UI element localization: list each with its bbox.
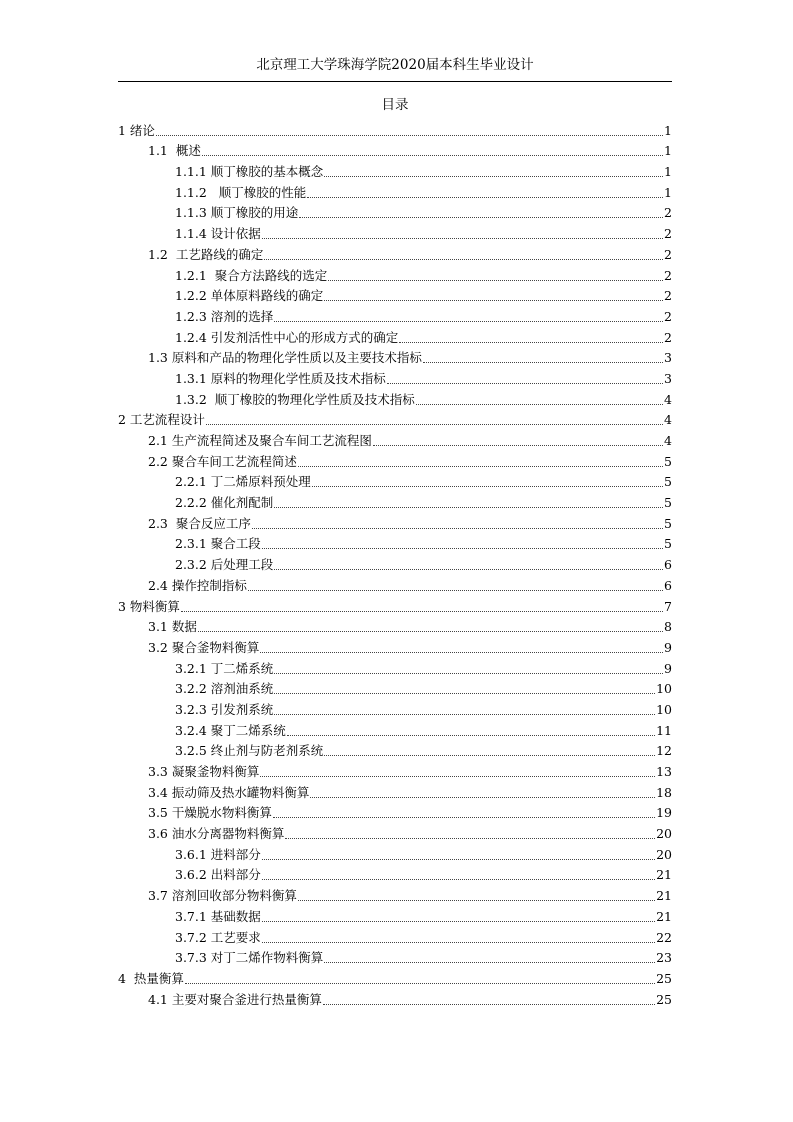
toc-entry-label: 3.2.4 聚丁二烯系统 <box>175 722 286 738</box>
toc-dot-leader <box>202 155 663 156</box>
toc-page-number: 4 <box>664 391 672 407</box>
toc-entry[interactable] <box>118 801 672 822</box>
toc-entry-label: 1.3 原料和产品的物理化学性质以及主要技术指标 <box>148 350 422 366</box>
toc-page-number: 1 <box>664 143 672 159</box>
toc-page-number: 3 <box>664 370 672 386</box>
toc-entry-label: 3.7.3 对丁二烯作物料衡算 <box>175 950 324 966</box>
toc-dot-leader <box>260 652 663 653</box>
toc-page-number: 2 <box>664 267 672 283</box>
toc-dot-leader <box>324 962 655 963</box>
toc-entry-label: 1.2.4 引发剂活性中心的形成方式的确定 <box>175 329 399 345</box>
toc-page-number: 13 <box>656 764 672 779</box>
toc-entry[interactable] <box>118 656 672 677</box>
toc-page-number: 5 <box>664 536 672 552</box>
toc-page-number: 10 <box>656 681 672 697</box>
toc-page-number: 20 <box>656 846 672 862</box>
toc-dot-leader <box>262 942 655 943</box>
toc-dot-leader <box>399 342 663 343</box>
toc-dot-leader <box>274 321 663 322</box>
toc-dot-leader <box>287 735 655 736</box>
toc-entry[interactable] <box>118 408 672 429</box>
toc-entry-label: 2 工艺流程设计 <box>118 412 205 428</box>
toc-entry[interactable] <box>118 573 672 594</box>
toc-dot-leader <box>206 424 663 425</box>
toc-entry[interactable] <box>118 925 672 946</box>
toc-dot-leader <box>156 135 663 136</box>
toc-entry-label: 3.6.1 进料部分 <box>175 846 261 862</box>
toc-page-number: 25 <box>656 991 672 1007</box>
toc-entry[interactable] <box>118 470 672 491</box>
toc-dot-leader <box>323 1004 655 1005</box>
toc-entry-label: 2.4 操作控制指标 <box>148 577 247 593</box>
toc-dot-leader <box>373 445 663 446</box>
toc-entry-label: 4.1 主要对聚合釜进行热量衡算 <box>148 991 322 1007</box>
toc-page-number: 3 <box>664 350 672 366</box>
toc-dot-leader <box>416 404 663 405</box>
toc-entry[interactable] <box>118 201 672 222</box>
toc-entry-label: 2.2 聚合车间工艺流程简述 <box>148 453 297 469</box>
toc-entry-label: 3 物料衡算 <box>118 598 180 614</box>
toc-entry-label: 2.3.1 聚合工段 <box>175 536 261 552</box>
toc-dot-leader <box>274 714 655 715</box>
toc-entry[interactable] <box>118 325 672 346</box>
header-divider <box>118 81 672 82</box>
toc-entry-label: 2.3.2 后处理工段 <box>175 557 274 573</box>
toc-page-number: 8 <box>664 619 672 635</box>
toc-entry-label: 3.1 数据 <box>148 619 197 635</box>
toc-entry-label: 3.6.2 出料部分 <box>175 867 261 883</box>
toc-page-number: 21 <box>656 908 672 924</box>
toc-page-number: 9 <box>664 639 672 655</box>
toc-dot-leader <box>299 217 663 218</box>
toc-entry-label: 2.3 聚合反应工序 <box>148 515 251 531</box>
toc-entry[interactable] <box>118 883 672 904</box>
toc-entry-label: 2.1 生产流程简述及聚合车间工艺流程图 <box>148 433 372 448</box>
toc-entry[interactable] <box>118 697 672 718</box>
toc-entry[interactable] <box>118 304 672 325</box>
toc-dot-leader <box>262 879 655 880</box>
toc-entry[interactable] <box>118 511 672 532</box>
toc-entry-label: 3.2 聚合釜物料衡算 <box>148 639 260 655</box>
toc-page-number: 2 <box>664 226 672 242</box>
toc-dot-leader <box>181 611 663 612</box>
toc-dot-leader <box>423 362 663 363</box>
toc-dot-leader <box>274 507 663 508</box>
toc-page-number: 21 <box>656 888 672 904</box>
toc-entry-label: 3.2.3 引发剂系统 <box>175 701 274 717</box>
toc-entry[interactable] <box>118 221 672 242</box>
toc-entry[interactable] <box>118 863 672 884</box>
toc-page-number: 25 <box>656 970 672 986</box>
toc-entry[interactable] <box>118 490 672 511</box>
toc-dot-leader <box>285 838 655 839</box>
toc-dot-leader <box>312 486 663 487</box>
toc-entry-label: 3.5 干燥脱水物料衡算 <box>148 805 272 821</box>
toc-entry-label: 3.2.5 终止剂与防老剂系统 <box>175 743 324 759</box>
toc-entry[interactable] <box>118 739 672 760</box>
toc-entry-label: 1.1.1 顺丁橡胶的基本概念 <box>175 164 324 180</box>
toc-page-number: 20 <box>656 826 672 842</box>
toc-entry[interactable] <box>118 139 672 160</box>
toc-dot-leader <box>298 900 655 901</box>
toc-entry-label: 4 热量衡算 <box>118 970 184 986</box>
toc-dot-leader <box>298 466 663 467</box>
toc-entry-label: 2.2.1 丁二烯原料预处理 <box>175 474 311 490</box>
toc-page-number: 7 <box>664 598 672 614</box>
toc-title: 目录 <box>381 97 409 113</box>
toc-page-number: 2 <box>664 205 672 221</box>
toc-entry[interactable] <box>118 946 672 967</box>
toc-page-number: 5 <box>664 495 672 511</box>
toc-page-number: 1 <box>664 122 672 138</box>
toc-entry[interactable] <box>118 118 672 139</box>
toc-page-number: 22 <box>656 929 672 945</box>
toc-dot-leader <box>260 776 655 777</box>
toc-entry-label: 3.7 溶剂回收部分物料衡算 <box>148 888 297 904</box>
page-header: 北京理工大学珠海学院2020届本科生毕业设计 <box>256 57 534 73</box>
toc-entry[interactable] <box>118 594 672 615</box>
toc-entry-label: 3.6 油水分离器物料衡算 <box>148 826 285 842</box>
toc-page-number: 5 <box>664 515 672 531</box>
toc-entry-label: 3.3 凝聚釜物料衡算 <box>148 764 260 779</box>
toc-entry-label: 1.2.2 单体原料路线的确定 <box>175 288 324 304</box>
table-of-contents <box>118 118 672 1008</box>
toc-entry[interactable] <box>118 677 672 698</box>
toc-page-number: 2 <box>664 308 672 324</box>
toc-dot-leader <box>387 383 663 384</box>
toc-dot-leader <box>262 548 663 549</box>
toc-page-number: 2 <box>664 246 672 262</box>
toc-dot-leader <box>262 859 655 860</box>
toc-dot-leader <box>198 631 663 632</box>
toc-dot-leader <box>185 983 655 984</box>
toc-entry-label: 1 绪论 <box>118 122 155 138</box>
toc-entry[interactable] <box>118 966 672 987</box>
toc-page-number: 10 <box>656 701 672 717</box>
toc-entry[interactable] <box>118 987 672 1008</box>
toc-entry[interactable] <box>118 842 672 863</box>
toc-page-number: 5 <box>664 453 672 469</box>
toc-page-number: 6 <box>664 577 672 593</box>
toc-entry[interactable] <box>118 615 672 636</box>
toc-page-number: 21 <box>656 867 672 883</box>
toc-page-number: 19 <box>656 805 672 821</box>
toc-entry[interactable] <box>118 159 672 180</box>
toc-dot-leader <box>274 673 663 674</box>
toc-entry-label: 3.2.2 溶剂油系统 <box>175 681 274 697</box>
toc-entry-label: 3.7.1 基础数据 <box>175 908 261 924</box>
toc-page-number: 1 <box>664 164 672 180</box>
toc-entry[interactable] <box>118 242 672 263</box>
toc-page-number: 9 <box>664 660 672 676</box>
toc-entry[interactable] <box>118 718 672 739</box>
toc-entry-label: 1.1.4 设计依据 <box>175 226 261 242</box>
toc-page-number: 2 <box>664 288 672 304</box>
toc-entry-label: 1.2.1 聚合方法路线的选定 <box>175 267 328 283</box>
toc-dot-leader <box>324 176 663 177</box>
toc-dot-leader <box>310 797 655 798</box>
toc-entry-label: 1.2 工艺路线的确定 <box>148 246 264 262</box>
toc-entry[interactable] <box>118 821 672 842</box>
toc-entry-label: 1.3.1 原料的物理化学性质及技术指标 <box>175 370 386 386</box>
toc-page-number: 23 <box>656 950 672 966</box>
toc-dot-leader <box>252 528 663 529</box>
toc-entry-label: 3.4 振动筛及热水罐物料衡算 <box>148 784 310 800</box>
toc-entry[interactable] <box>118 904 672 925</box>
toc-entry-label: 1.1.3 顺丁橡胶的用途 <box>175 205 299 221</box>
toc-entry[interactable] <box>118 428 672 449</box>
toc-entry[interactable] <box>118 780 672 801</box>
toc-entry[interactable] <box>118 366 672 387</box>
toc-entry[interactable] <box>118 449 672 470</box>
toc-dot-leader <box>248 590 663 591</box>
toc-dot-leader <box>274 693 655 694</box>
toc-dot-leader <box>273 817 655 818</box>
toc-entry-label: 3.2.1 丁二烯系统 <box>175 660 274 676</box>
toc-entry[interactable] <box>118 180 672 201</box>
toc-entry-label: 2.2.2 催化剂配制 <box>175 495 274 511</box>
toc-entry[interactable] <box>118 552 672 573</box>
toc-page-number: 11 <box>656 722 672 738</box>
toc-entry[interactable] <box>118 387 672 408</box>
toc-page-number: 6 <box>664 557 672 573</box>
toc-entry-label: 1.3.2 顺丁橡胶的物理化学性质及技术指标 <box>175 391 415 407</box>
toc-dot-leader <box>328 280 663 281</box>
toc-dot-leader <box>324 300 663 301</box>
toc-entry-label: 1.1.2 顺丁橡胶的性能 <box>175 184 307 200</box>
toc-dot-leader <box>262 238 663 239</box>
toc-entry[interactable] <box>118 284 672 305</box>
toc-dot-leader <box>324 755 655 756</box>
toc-entry-label: 3.7.2 工艺要求 <box>175 929 261 945</box>
toc-page-number: 1 <box>664 184 672 200</box>
toc-dot-leader <box>307 197 663 198</box>
toc-dot-leader <box>264 259 663 260</box>
toc-page-number: 5 <box>664 474 672 490</box>
toc-dot-leader <box>274 569 663 570</box>
toc-entry[interactable] <box>118 759 672 780</box>
toc-entry[interactable] <box>118 635 672 656</box>
toc-entry-label: 1.2.3 溶剂的选择 <box>175 308 274 324</box>
toc-page-number: 18 <box>656 784 672 800</box>
toc-page-number: 2 <box>664 329 672 345</box>
toc-entry[interactable] <box>118 346 672 367</box>
toc-entry[interactable] <box>118 532 672 553</box>
toc-entry[interactable] <box>118 263 672 284</box>
toc-page-number: 4 <box>664 412 672 428</box>
toc-entry-label: 1.1 概述 <box>148 143 201 159</box>
toc-page-number: 12 <box>656 743 672 759</box>
toc-dot-leader <box>262 921 655 922</box>
toc-page-number: 4 <box>664 433 672 448</box>
